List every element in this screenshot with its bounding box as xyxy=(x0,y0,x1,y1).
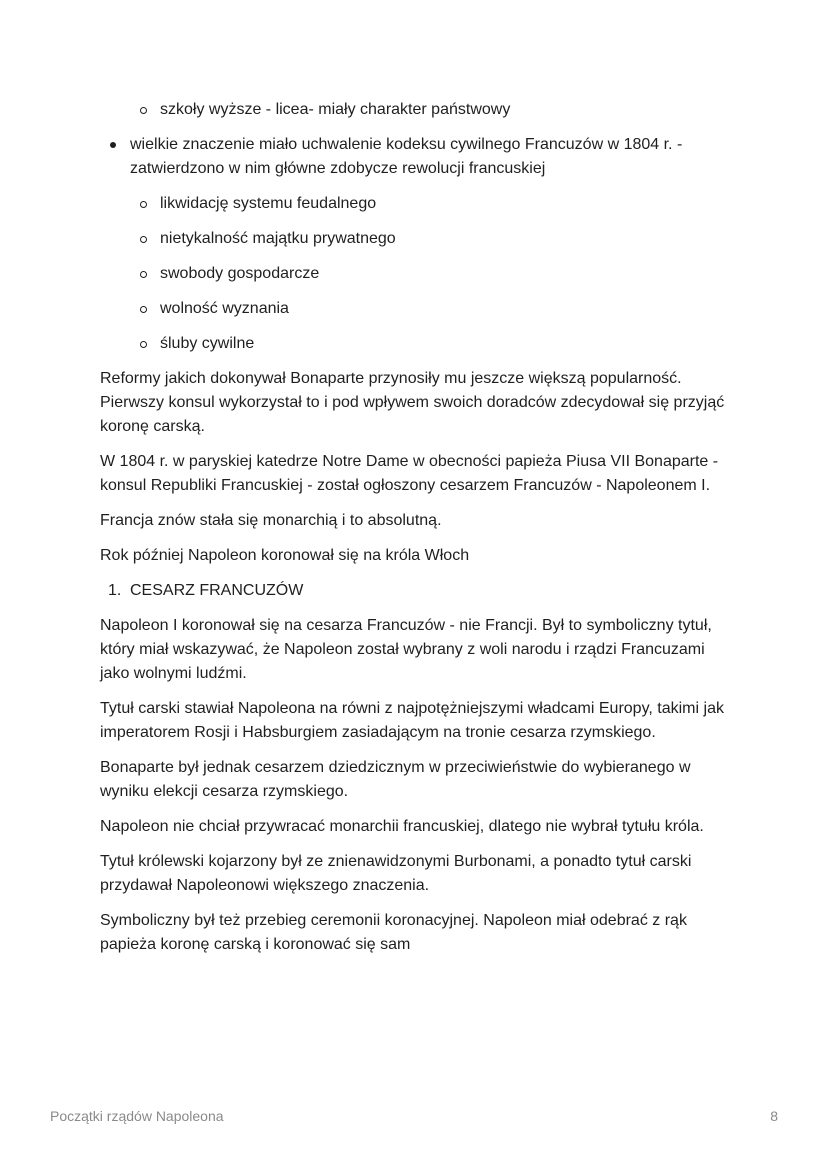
list-number: 1. xyxy=(108,582,122,599)
sub-bullet-text: wolność wyznania xyxy=(160,300,289,317)
hollow-bullet-icon xyxy=(140,306,147,313)
paragraph: Francja znów stała się monarchią i to absolutną. xyxy=(100,512,442,529)
sub-bullet-text: śluby cywilne xyxy=(160,335,255,352)
hollow-bullet-icon xyxy=(140,271,147,278)
numbered-heading-text: CESARZ FRANCUZÓW xyxy=(130,582,304,599)
hollow-bullet-icon xyxy=(140,201,147,208)
sub-bullet-item xyxy=(100,297,730,321)
sub-bullet-item xyxy=(100,262,730,286)
filled-bullet-icon xyxy=(110,142,116,148)
numbered-heading xyxy=(100,579,730,603)
paragraph: Napoleon nie chciał przywracać monarchii francuskiej, dlatego nie wybrał tytułu króla. xyxy=(100,818,704,835)
paragraph: W 1804 r. w paryskiej katedrze Notre Dame w obecności papieża Piusa VII Bonaparte - konsul Republiki Francuskiej - został ogłoszony cesarzem Francuzów - Napoleonem I. xyxy=(100,453,719,494)
bullet-text: wielkie znaczenie miało uchwalenie kodeksu cywilnego Francuzów w 1804 r. - zatwierdzono w nim główne zdobycze rewolucji francuskiej xyxy=(130,136,683,177)
paragraph: Bonaparte był jednak cesarzem dziedzicznym w przeciwieństwie do wybieranego w wyniku elekcji cesarza rzymskiego. xyxy=(100,759,691,800)
page-number: 8 xyxy=(770,1108,778,1124)
sub-bullet-item xyxy=(100,98,730,122)
sub-bullet-text: likwidację systemu feudalnego xyxy=(160,195,377,212)
paragraph: Rok później Napoleon koronował się na króla Włoch xyxy=(100,547,470,564)
paragraph: Tytuł carski stawiał Napoleona na równi z najpotężniejszymi władcami Europy, takimi jak imperatorem Rosji i Habsburgiem zasiadającym na tronie cesarza rzymskiego. xyxy=(100,700,724,741)
hollow-bullet-icon xyxy=(140,107,147,114)
footer-title: Początki rządów Napoleona xyxy=(50,1108,224,1124)
page-content xyxy=(100,98,730,968)
sub-bullet-text: szkoły wyższe - licea- miały charakter państwowy xyxy=(160,101,511,118)
bullet-item xyxy=(100,133,730,181)
sub-bullet-text: swobody gospodarcze xyxy=(160,265,320,282)
sub-bullet-item xyxy=(100,227,730,251)
paragraph: Symboliczny był też przebieg ceremonii koronacyjnej. Napoleon miał odebrać z rąk papieża koronę carską i koronować się sam xyxy=(100,912,687,953)
sub-bullet-item xyxy=(100,192,730,216)
paragraph: Tytuł królewski kojarzony był ze znienawidzonymi Burbonami, a ponadto tytuł carski przydawał Napoleonowi większego znaczenia. xyxy=(100,853,692,894)
hollow-bullet-icon xyxy=(140,341,147,348)
paragraph: Reformy jakich dokonywał Bonaparte przynosiły mu jeszcze większą popularność. Pierwszy konsul wykorzystał to i pod wpływem swoich doradców zdecydował się przyjąć koronę carską. xyxy=(100,370,725,435)
sub-bullet-item xyxy=(100,332,730,356)
sub-bullet-text: nietykalność majątku prywatnego xyxy=(160,230,396,247)
paragraph: Napoleon I koronował się na cesarza Francuzów - nie Francji. Był to symboliczny tytuł, który miał wskazywać, że Napoleon został wybrany z woli narodu i rządzi Francuzami jako wolnymi ludźmi. xyxy=(100,617,712,682)
hollow-bullet-icon xyxy=(140,236,147,243)
